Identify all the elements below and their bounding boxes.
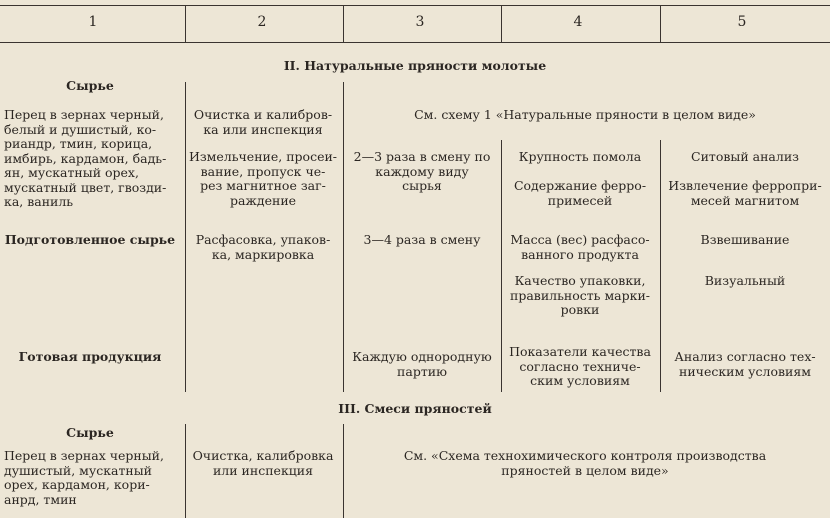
s2-op-cleaning: Очистка и калибров- ка или инспекция — [193, 107, 333, 137]
s3-divider-2 — [343, 424, 344, 518]
col-header-4: 4 — [573, 14, 583, 30]
s2-divider-2 — [343, 82, 344, 392]
s2-idx-mass: Масса (вес) расфасо- ванного продукта — [510, 232, 650, 262]
s2-idx-ferro: Содержание ферро- примесей — [513, 178, 647, 208]
s2-freq-packing: 3—4 раза в смену — [363, 232, 481, 247]
col-header-3: 3 — [415, 14, 425, 30]
s2-finished-label: Готовая продукция — [18, 349, 162, 364]
s2-op-packing: Расфасовка, упаков- ка, маркировка — [195, 232, 331, 262]
s2-divider-3 — [501, 140, 502, 392]
s2-divider-1 — [185, 82, 186, 392]
s2-raw-items: Перец в зернах черный, белый и душистый, ко- риандр, тмин, корица, имбирь, кардамон, бадь- ян, мускатный орех, мускатный цвет, гвозди- ка, ваниль — [4, 107, 167, 209]
s2-freq-finished: Каждую однородную партию — [352, 349, 492, 379]
section-2-title: II. Натуральные пряности молотые — [283, 58, 547, 73]
section-3-title: III. Смеси пряностей — [338, 401, 492, 416]
s2-divider-4 — [660, 140, 661, 392]
s2-idx-quality: Показатели качества согласно техниче- ским условиям — [509, 344, 651, 388]
s2-prepared-label: Подготовленное сырье — [4, 232, 176, 247]
header-divider-2 — [343, 5, 344, 42]
s3-op-cleaning: Очистка, калибровка или инспекция — [192, 448, 334, 478]
col-header-1: 1 — [88, 14, 98, 30]
table-top-rule — [0, 5, 830, 6]
s2-idx-pack: Качество упаковки, правильность марки- ровки — [510, 273, 650, 317]
header-divider-1 — [185, 5, 186, 42]
col-header-5: 5 — [737, 14, 747, 30]
s2-method-mass: Взвешивание — [700, 232, 790, 247]
col-header-2: 2 — [257, 14, 267, 30]
s2-ref-scheme: См. схему 1 «Натуральные пряности в целом виде» — [414, 107, 756, 122]
s3-ref-scheme: См. «Схема технохимического контроля производства пряностей в целом виде» — [403, 448, 767, 478]
header-divider-3 — [501, 5, 502, 42]
s3-raw-items: Перец в зернах черный, душистый, мускатный орех, кардамон, кори- анрд, тмин — [4, 448, 164, 507]
header-divider-4 — [660, 5, 661, 42]
s3-divider-1 — [185, 424, 186, 518]
s2-method-quality: Анализ согласно тех- ническим условиям — [674, 349, 816, 379]
s2-method-ferro: Извлечение ферропри- месей магнитом — [668, 178, 822, 208]
s2-op-grinding: Измельчение, просеи- вание, пропуск че- рез магнитное заг- раждение — [188, 149, 338, 208]
header-bottom-rule — [0, 42, 830, 43]
s2-method-grind: Ситовый анализ — [691, 149, 799, 164]
s2-method-pack: Визуальный — [704, 273, 786, 288]
s2-idx-grind: Крупность помола — [518, 149, 642, 164]
s2-freq-grinding: 2—3 раза в смену по каждому виду сырья — [353, 149, 491, 193]
s3-raw-label: Сырье — [66, 425, 114, 440]
s2-raw-label: Сырье — [66, 78, 114, 93]
